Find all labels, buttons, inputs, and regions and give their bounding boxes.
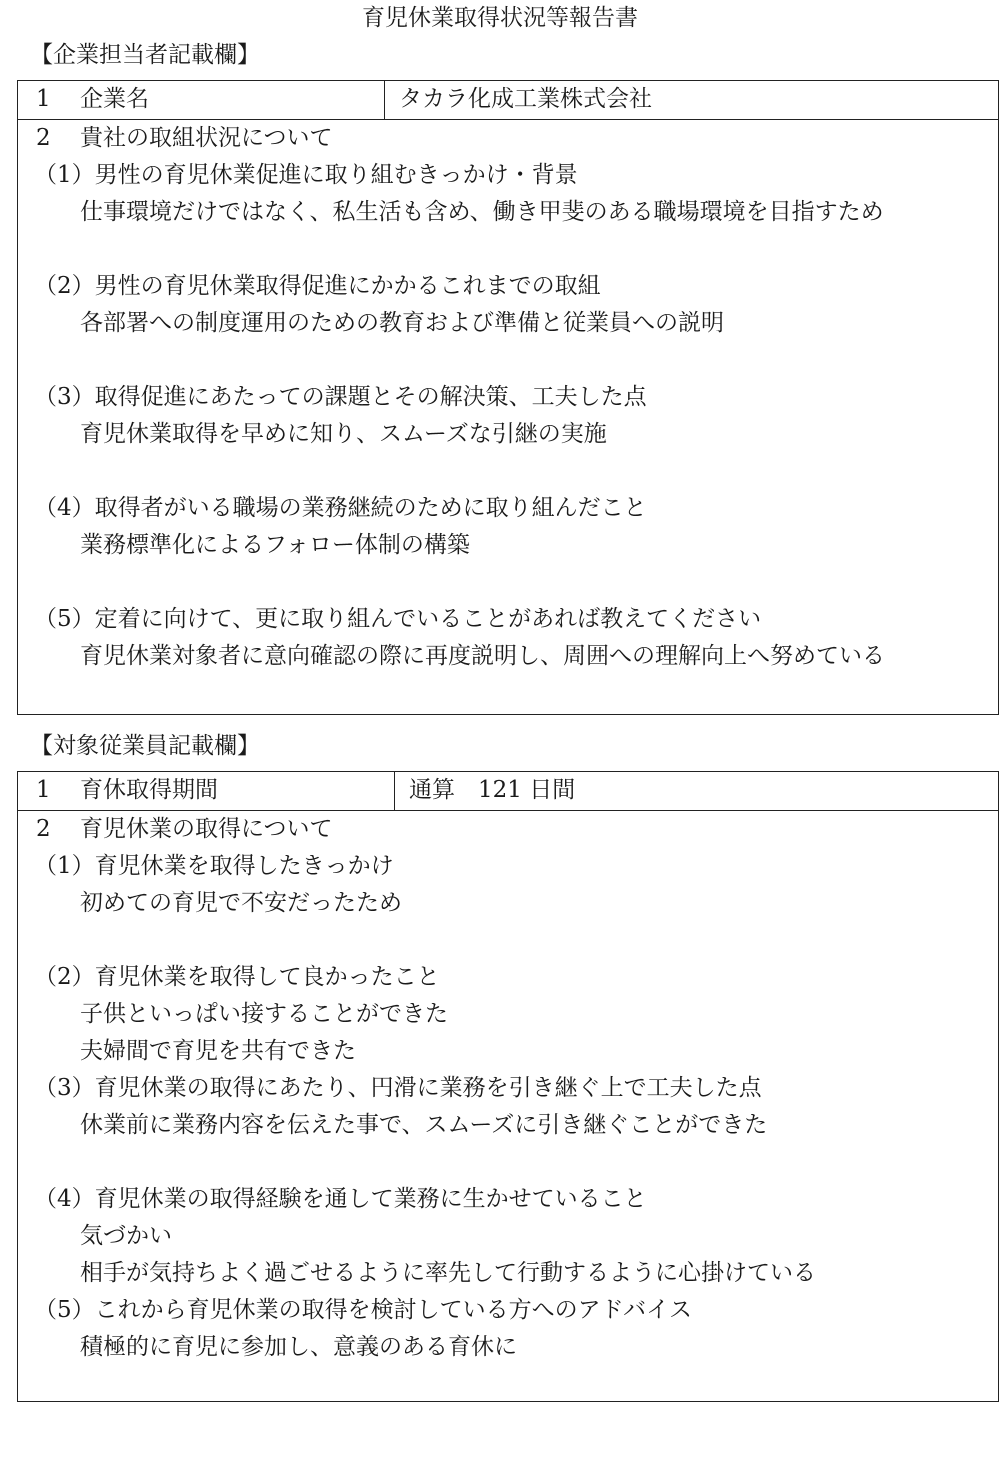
heading-number: 2 <box>36 125 51 151</box>
employee-heading <box>36 811 998 848</box>
employee-answer-4a: 気づかい <box>80 1223 172 1249</box>
company-question-2: （2）男性の育児休業取得促進にかかるこれまでの取組 <box>34 273 601 299</box>
heading-text: 貴社の取組状況について <box>80 125 333 151</box>
company-section-label: 【企業担当者記載欄】 <box>30 42 260 68</box>
row-number: 1 <box>36 777 51 803</box>
leave-period-value: 通算 121 日間 <box>409 777 576 803</box>
employee-section-label: 【対象従業員記載欄】 <box>30 733 260 759</box>
leave-period-label-cell <box>18 772 395 810</box>
heading-text: 育児休業の取得について <box>80 816 333 842</box>
company-section-box <box>17 80 999 715</box>
employee-question-5: （5）これから育児休業の取得を検討している方へのアドバイス <box>34 1297 692 1323</box>
leave-period-label: 育休取得期間 <box>80 777 218 803</box>
leave-period-row <box>18 772 998 811</box>
company-answer-1: 仕事環境だけではなく、私生活も含め、働き甲斐のある職場環境を目指すため <box>80 199 884 225</box>
company-question-1: （1）男性の育児休業促進に取り組むきっかけ・背景 <box>34 162 578 188</box>
employee-answer-2b: 夫婦間で育児を共有できた <box>80 1038 356 1064</box>
company-initiatives <box>18 120 998 675</box>
company-answer-2: 各部署への制度運用のための教育および準備と従業員への説明 <box>80 310 724 336</box>
document-title: 育児休業取得状況等報告書 <box>362 5 638 31</box>
company-question-4: （4）取得者がいる職場の業務継続のために取り組んだこと <box>34 495 647 521</box>
employee-question-1: （1）育児休業を取得したきっかけ <box>34 853 394 879</box>
row-number: 1 <box>36 86 51 112</box>
company-name-row <box>18 81 998 120</box>
employee-question-3: （3）育児休業の取得にあたり、円滑に業務を引き継ぐ上で工夫した点 <box>34 1075 762 1101</box>
employee-question-4: （4）育児休業の取得経験を通して業務に生かせていること <box>34 1186 647 1212</box>
company-question-5: （5）定着に向けて、更に取り組んでいることがあれば教えてください <box>34 606 762 632</box>
employee-answer-5: 積極的に育児に参加し、意義のある育休に <box>80 1334 517 1360</box>
company-question-3: （3）取得促進にあたっての課題とその解決策、工夫した点 <box>34 384 647 410</box>
company-initiatives-heading <box>36 120 998 157</box>
employee-section-box <box>17 771 999 1402</box>
employee-answer-2a: 子供といっぱい接することができた <box>80 1001 448 1027</box>
company-answer-3: 育児休業取得を早めに知り、スムーズな引継の実施 <box>80 421 607 447</box>
company-answer-4: 業務標準化によるフォロー体制の構築 <box>80 532 470 558</box>
company-name-label: 企業名 <box>80 86 149 112</box>
company-answer-5: 育児休業対象者に意向確認の際に再度説明し、周囲への理解向上へ努めている <box>80 643 885 669</box>
employee-question-2: （2）育児休業を取得して良かったこと <box>34 964 440 990</box>
heading-number: 2 <box>36 816 51 842</box>
employee-answer-3: 休業前に業務内容を伝えた事で、スムーズに引き継ぐことができた <box>80 1112 768 1138</box>
employee-answer-1: 初めての育児で不安だったため <box>80 890 402 916</box>
company-name-value: タカラ化成工業株式会社 <box>399 86 652 112</box>
company-name-label-cell <box>18 81 385 119</box>
employee-leave-details <box>18 811 998 1366</box>
employee-answer-4b: 相手が気持ちよく過ごせるように率先して行動するように心掛けている <box>80 1260 816 1286</box>
